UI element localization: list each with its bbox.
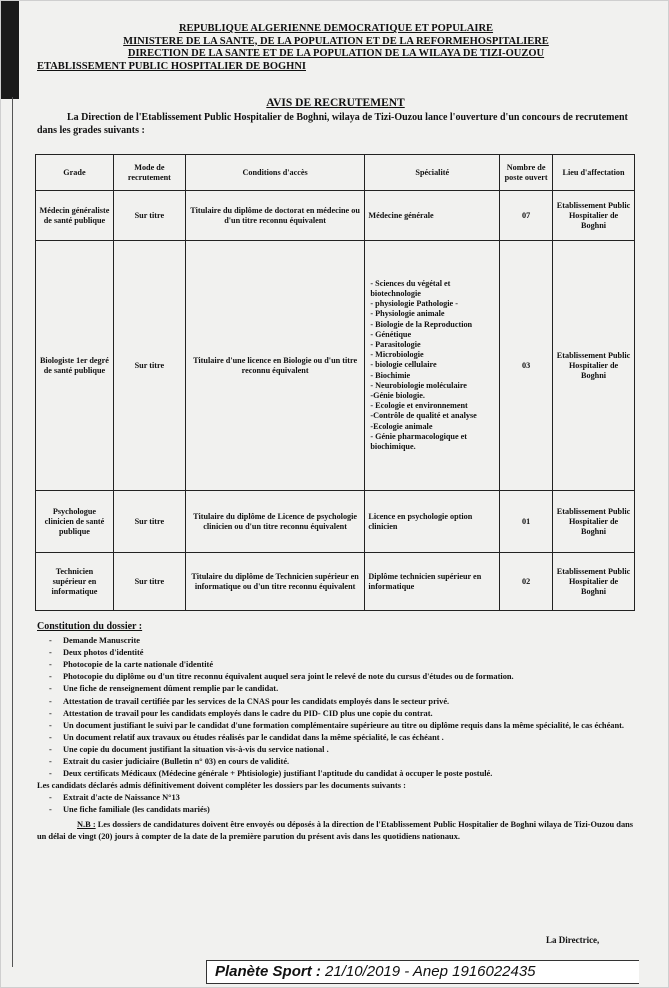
cell-postes: 01 [500,491,553,553]
cell-mode: Sur titre [113,241,185,491]
dossier-item: - Extrait du casier judiciaire (Bulletin n° 03) en cours de validité. [49,756,642,768]
table-row [36,191,635,241]
cell-postes: 02 [500,553,553,611]
dossier-title: Constitution du dossier : [37,621,143,632]
header-establishment: ETABLISSEMENT PUBLIC HOSPITALIER DE BOGHNI [37,60,306,72]
dossier-list [37,635,642,780]
th-postes: Nombre de poste ouvert [500,155,553,191]
cell-conditions: Titulaire du diplôme de Technicien supérieur en informatique ou d'un titre reconnu équivalent [185,553,365,611]
specialite-item: - Physiologie animale [370,309,445,319]
signature: La Directrice, [546,935,600,945]
specialite-item: -Génie biologie. [370,391,425,400]
footer-ref: Anep 1916022435 [412,963,536,980]
header-republic: REPUBLIQUE ALGERIENNE DEMOCRATIQUE ET POPULAIRE [178,23,494,34]
specialite-item: -Contrôle de qualité et analyse [370,411,477,421]
cell-specialite: Médecine générale [365,191,500,241]
nb-paragraph [37,819,642,843]
scan-corner-mark [1,1,19,99]
specialite-item: -Ecologie animale [370,421,433,431]
cell-mode: Sur titre [113,553,185,611]
dossier-section [37,621,642,843]
table-header-row [36,155,635,191]
th-grade: Grade [36,155,114,191]
cell-conditions: Titulaire du diplôme de Licence de psychologie clinicien ou d'un titre reconnu équivalent [185,491,365,553]
cell-grade: Psychologue clinicien de santé publique [36,491,114,553]
footer-date: 21/10/2019 [325,963,401,980]
specialite-item: - Microbiologie [370,350,424,360]
document-title: AVIS DE RECRUTEMENT [266,97,405,109]
th-conditions: Conditions d'accès [185,155,365,191]
specialite-item: - physiologie Pathologie - [370,299,458,309]
admis-item: - Une fiche familiale (les candidats mariés) [49,804,642,816]
cell-postes: 07 [500,191,553,241]
header-direction: DIRECTION DE LA SANTE ET DE LA POPULATION DE LA WILAYA DE TIZI-OUZOU [127,48,545,59]
admis-item: - Extrait d'acte de Naissance N°13 [49,792,642,804]
admis-list [37,792,642,816]
cell-lieu: Etablissement Public Hospitalier de Boghni [553,241,635,491]
specialite-item: - Génétique [370,329,412,339]
header-ministry: MINISTERE DE LA SANTE, DE LA POPULATION ET DE LA REFORMEHOSPITALIERE [123,35,549,47]
dossier-item: - Attestation de travail pour les candidats employés dans le cadre du PID- CID plus une copie du contrat. [49,708,642,720]
th-mode: Mode de recrutement [113,155,185,191]
dossier-item: - Photocopie du diplôme ou d'un titre reconnu équivalent auquel sera joint le relevé de note du cursus d'études ou de formation. [49,671,642,683]
dossier-item: - Photocopie de la carte nationale d'identité [49,659,642,671]
dossier-item: - Une fiche de renseignement dûment remplie par le candidat. [49,683,642,695]
cell-mode: Sur titre [113,191,185,241]
specialite-item: - Biochimie [370,370,411,380]
specialite-item: - Biologie de la Reproduction [370,319,473,329]
cell-grade: Biologiste 1er degré de santé publique [36,241,114,491]
footer-publication: Planète Sport : [215,963,321,980]
cell-grade: Médecin généraliste de santé publique [36,191,114,241]
table-row [36,241,635,491]
cell-lieu: Etablissement Public Hospitalier de Boghni [553,553,635,611]
footer-separator: - [404,963,410,980]
cell-specialites [365,241,500,491]
cell-specialite: Licence en psychologie option clinicien [365,491,500,553]
dossier-item: - Deux certificats Médicaux (Médecine générale + Phtisiologie) justifiant l'aptitude du candidat à occuper le poste postulé. [49,768,642,780]
specialite-item: - Ecologie et environnement [370,401,468,411]
cell-lieu: Etablissement Public Hospitalier de Boghni [553,491,635,553]
th-lieu: Lieu d'affectation [553,155,635,191]
dossier-item: - Une copie du document justifiant la situation vis-à-vis du service national . [49,744,642,756]
specialite-item: - Génie pharmacologique et biochimique. [370,431,468,452]
th-specialite: Spécialité [365,155,500,191]
cell-mode: Sur titre [113,491,185,553]
specialite-list [368,279,496,452]
scan-edge-line [12,97,13,967]
document-header [31,23,641,73]
nb-text: Les dossiers de candidatures doivent être envoyés ou déposés à la direction de l'Etablissement Public Hospitalier de Boghni wilaya de Tizi-Ouzou dans un délai de vingt (20) jours à compter de la date de la première parution du présent avis dans les quotidiens nationaux. [37,819,634,841]
dossier-item: - Un document relatif aux travaux ou études réalisés par le candidat dans la même spécialité, le cas échéant . [49,732,642,744]
cell-grade: Technicien supérieur en informatique [36,553,114,611]
recruitment-table [35,154,635,611]
nb-label: N.B : [77,819,96,829]
dossier-item: - Attestation de travail certifiée par les services de la CNAS pour les candidats employés dans le secteur privé. [49,696,642,708]
cell-specialite: Diplôme technicien supérieur en informatique [365,553,500,611]
table-row [36,491,635,553]
cell-postes: 03 [500,241,553,491]
admis-text: Les candidats déclarés admis définitivement doivent compléter les dossiers par les documents suivants : [37,781,406,791]
cell-lieu: Etablissement Public Hospitalier de Boghni [553,191,635,241]
cell-conditions: Titulaire d'une licence en Biologie ou d'un titre reconnu équivalent [185,241,365,491]
specialite-item: - Parasitologie [370,339,421,349]
dossier-item: - Demande Manuscrite [49,635,642,647]
dossier-item: - Deux photos d'identité [49,647,642,659]
dossier-item: - Un document justifiant le suivi par le candidat d'une formation complémentaire supérieure au titre ou diplôme requis dans la même spécialité, le cas échéant. [49,720,642,732]
publication-footer [206,960,639,984]
specialite-item: - Neurobiologie moléculaire [370,380,467,390]
cell-conditions: Titulaire du diplôme de doctorat en médecine ou d'un titre reconnu équivalent [185,191,365,241]
specialite-item: - Sciences du végétal et biotechnologie [370,278,451,298]
table-row [36,553,635,611]
intro-paragraph: La Direction de l'Etablissement Public Hospitalier de Boghni, wilaya de Tizi-Ouzou lance l'ouverture d'un concours de recrutement dans les grades suivants : [37,112,628,136]
specialite-item: - biologie cellulaire [370,360,437,370]
